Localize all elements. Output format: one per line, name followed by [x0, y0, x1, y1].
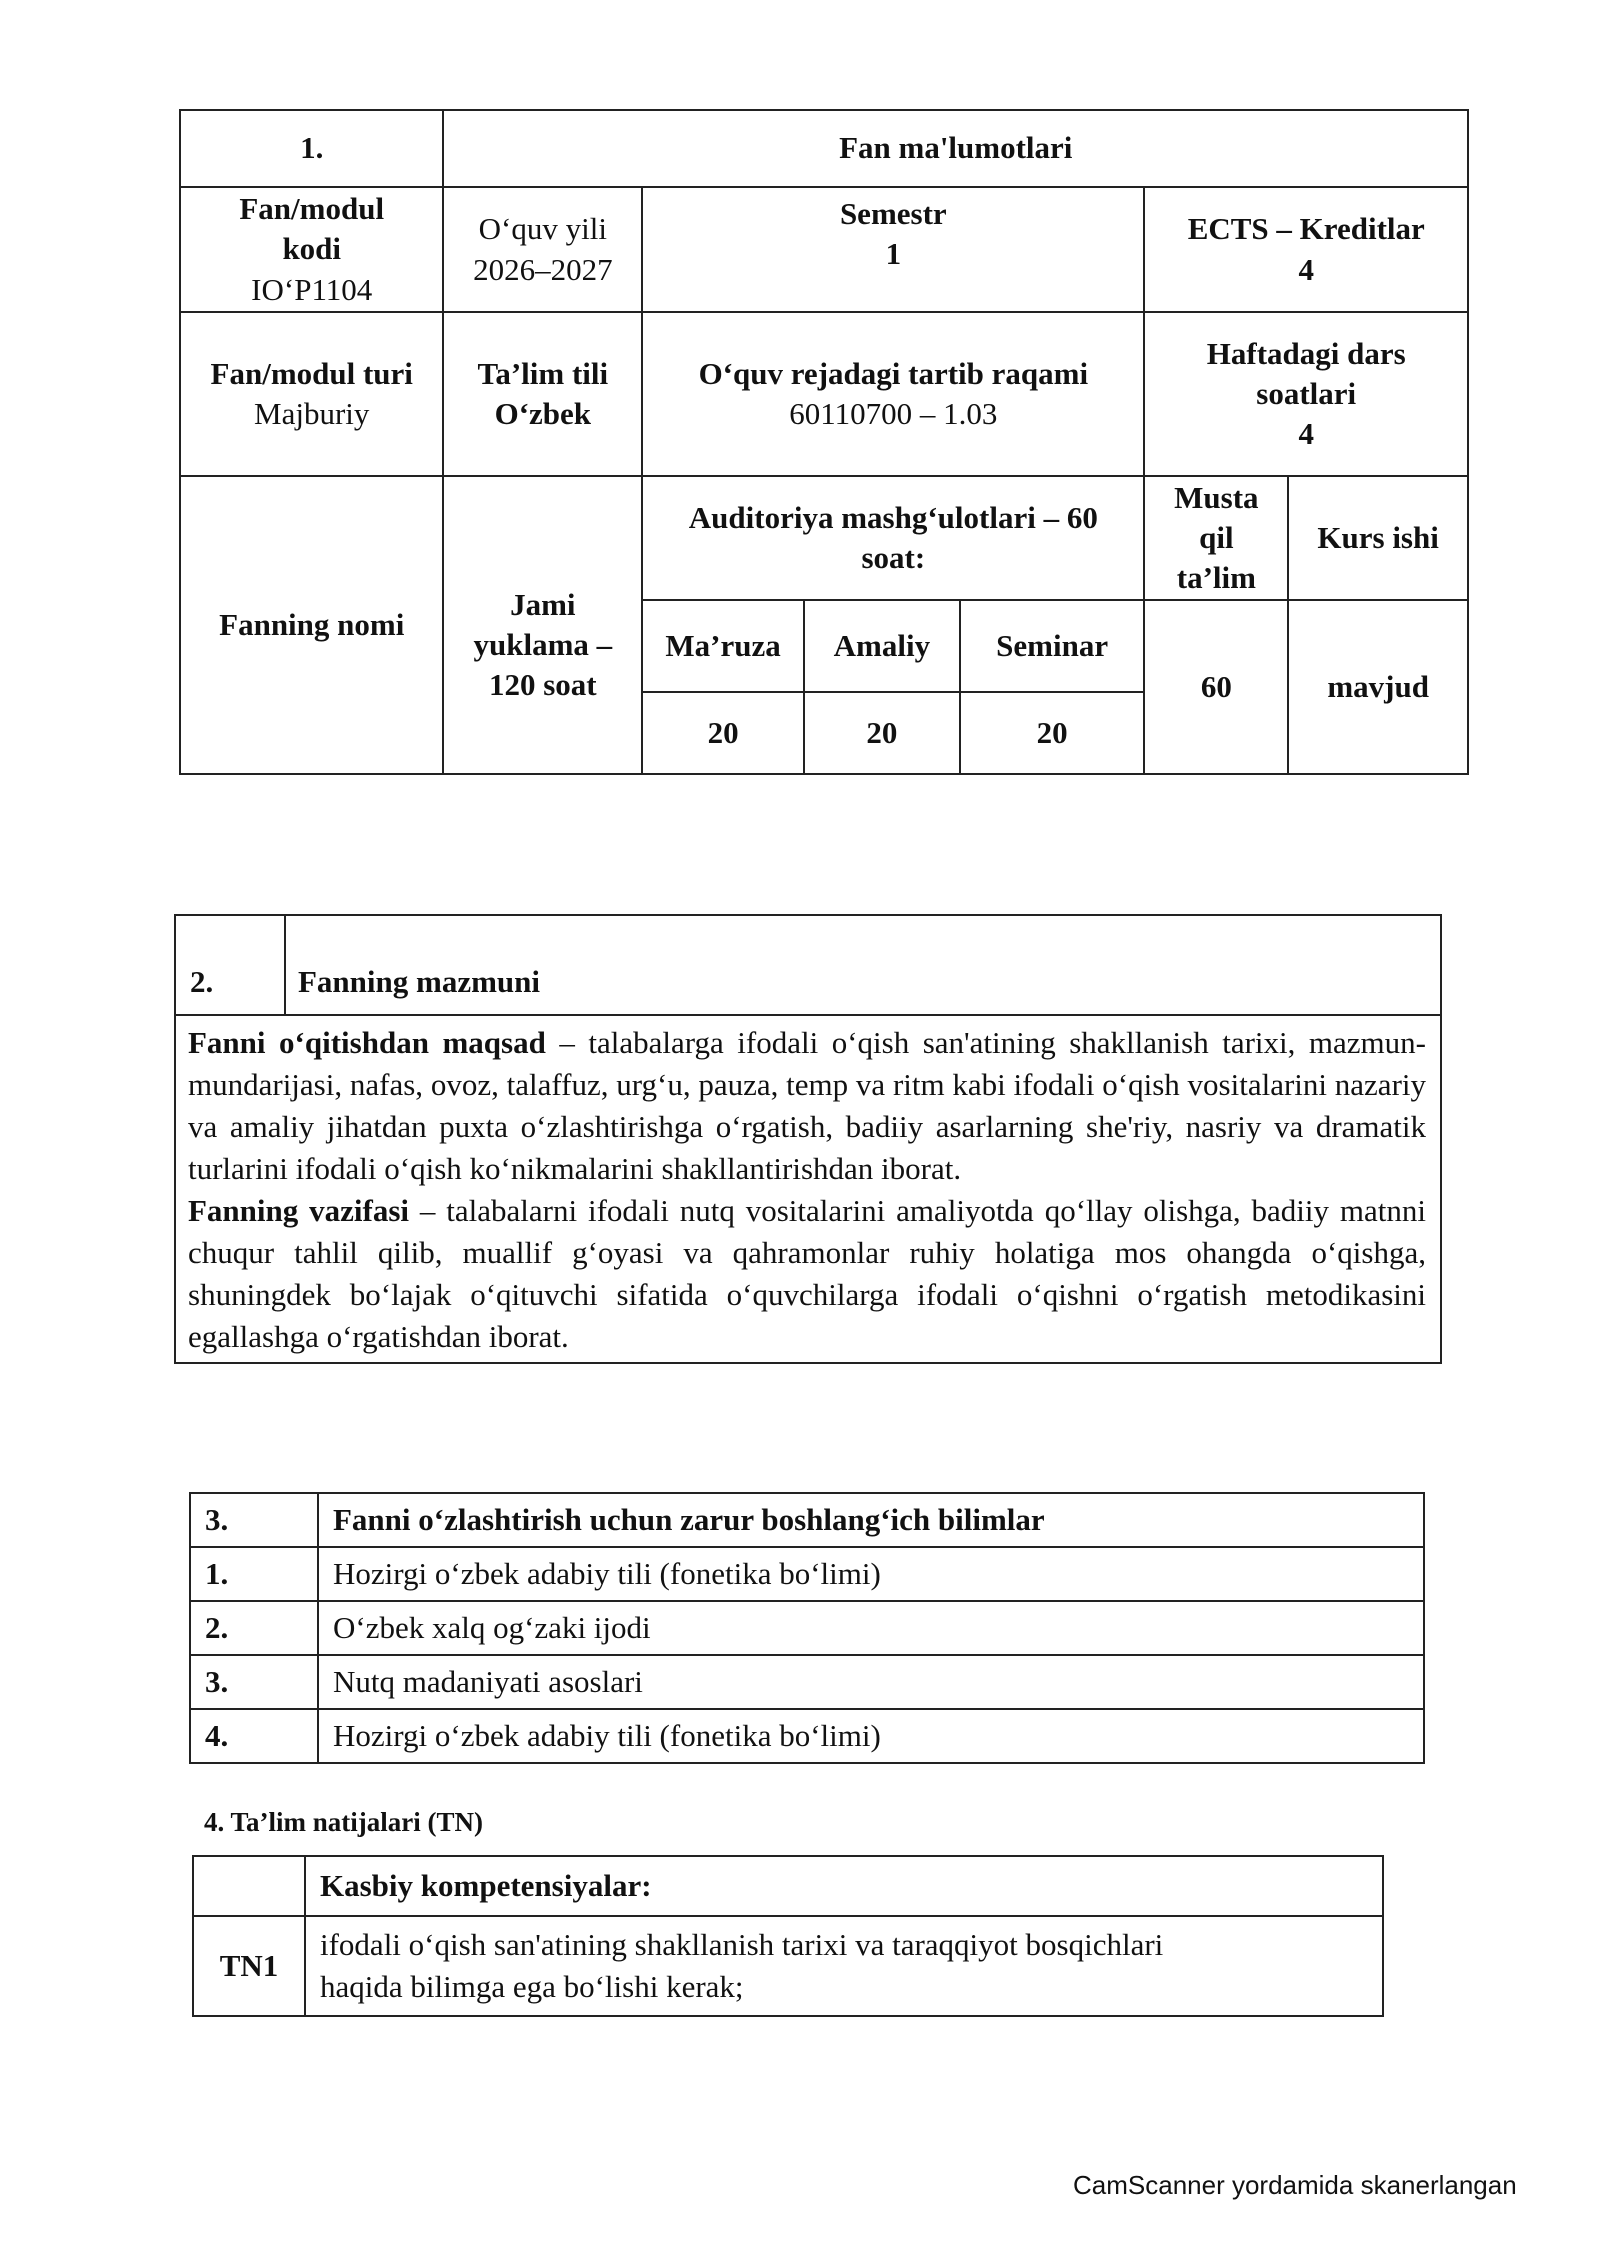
self-study-line-2: qil [1199, 519, 1234, 555]
task-text: – talabalarni ifodali nutq vositalarini amaliyotda qo‘llay olishga, badiiy matnni chuqur tahlil qilib, muallif g‘oyasi va qahramonlar ruhiy holatiga mos ohangda o‘qishga, shuningdek bo‘lajak o‘qituvchi sifatida o‘quvchilarga ifodali o‘qishni o‘rgatish metodikasini egallashga o‘rgatishdan iborat. [188, 1193, 1427, 1354]
academic-year-label: O‘quv yili [478, 211, 607, 247]
ects-value: 4 [1298, 251, 1314, 287]
subject-info-table [179, 109, 1469, 775]
auditorium-cell [642, 476, 1144, 600]
module-type-label: Fan/modul turi [210, 355, 413, 391]
language-label: Ta’lim tili [477, 355, 609, 391]
language-value: O‘zbek [494, 396, 592, 431]
prerequisites-table [189, 1492, 1425, 1764]
subject-name-label: Fanning nomi [180, 476, 443, 774]
task-label: Fanning vazifasi [188, 1193, 410, 1228]
list-item [190, 1655, 1424, 1709]
practical-hours: 20 [804, 692, 960, 774]
list-item [190, 1709, 1424, 1763]
seminar-label: Seminar [960, 600, 1145, 692]
table-row [193, 1916, 1383, 2016]
section2-title: Fanning mazmuni [285, 915, 1441, 1015]
module-type-cell [180, 312, 443, 476]
list-item [190, 1547, 1424, 1601]
lecture-hours: 20 [642, 692, 804, 774]
outcome-header-blank [193, 1856, 305, 1916]
goal-paragraph [188, 1022, 1426, 1190]
goal-label: Fanni o‘qitishdan maqsad [188, 1025, 546, 1060]
scanner-footer: CamScanner yordamida skanerlangan [1073, 2170, 1517, 2200]
course-work-label: Kurs ishi [1288, 476, 1468, 600]
prerequisite-text: O‘zbek xalq og‘zaki ijodi [318, 1601, 1424, 1655]
self-study-cell [1144, 476, 1288, 600]
module-code-value: IO‘P1104 [251, 271, 373, 307]
module-code-label-1: Fan/modul [239, 191, 385, 227]
list-item [190, 1601, 1424, 1655]
order-number-label: O‘quv rejadagi tartib raqami [698, 355, 1089, 391]
order-number-value: 60110700 – 1.03 [789, 396, 998, 431]
prerequisite-number: 1. [190, 1547, 318, 1601]
total-load-cell [443, 476, 642, 774]
module-code-label-2: kodi [282, 231, 342, 267]
ects-cell [1144, 187, 1468, 312]
language-cell [443, 312, 642, 476]
academic-year-value: 2026–2027 [473, 251, 613, 287]
goal-text: – talabalarga ifodali o‘qish san'atining shakllanish tarixi, mazmun-mundarijasi, nafas, ovoz, talaffuz, urg‘u, pauza, temp va ritm kabi ifodali o‘qish vositalarini nazariy va amaliy jihatdan puxta o‘zlashtirishga o‘rgatish, badiiy asarlarning she'riy, nasriy va dramatik turlarini ifodali o‘qish ko‘nikmalarini shakllantirishdan iborat. [188, 1025, 1426, 1186]
subject-content-table [174, 914, 1442, 1364]
total-load-line-1: Jami [510, 586, 576, 622]
auditorium-line-2: soat: [861, 540, 926, 575]
self-study-line-1: Musta [1174, 479, 1259, 515]
module-type-value: Majburiy [254, 396, 370, 431]
section1-number: 1. [180, 110, 443, 187]
ects-label: ECTS – Kreditlar [1187, 211, 1425, 247]
module-code-cell [180, 187, 443, 312]
prerequisite-number: 2. [190, 1601, 318, 1655]
section3-title: Fanni o‘zlashtirish uchun zarur boshlang‘ich bilimlar [318, 1493, 1424, 1547]
seminar-hours: 20 [960, 692, 1145, 774]
prerequisite-text: Nutq madaniyati asoslari [318, 1655, 1424, 1709]
prerequisite-text: Hozirgi o‘zbek adabiy tili (fonetika bo‘limi) [318, 1547, 1424, 1601]
section2-number: 2. [175, 915, 285, 1015]
competencies-header: Kasbiy kompetensiyalar: [305, 1856, 1383, 1916]
weekly-hours-value: 4 [1298, 416, 1314, 452]
outcome-line-1: ifodali o‘qish san'atining shakllanish tarixi va taraqqiyot bosqichlari [320, 1927, 1164, 1962]
prerequisite-number: 4. [190, 1709, 318, 1763]
order-number-cell [642, 312, 1144, 476]
total-load-line-2: yuklama – [473, 626, 613, 662]
course-work-value: mavjud [1288, 600, 1468, 774]
weekly-hours-cell [1144, 312, 1468, 476]
semester-label: Semestr [839, 196, 947, 231]
lecture-label: Ma’ruza [642, 600, 804, 692]
learning-outcomes-table [192, 1855, 1384, 2017]
section1-title: Fan ma'lumotlari [443, 110, 1468, 187]
prerequisite-number: 3. [190, 1655, 318, 1709]
self-study-hours: 60 [1144, 600, 1288, 774]
total-load-line-3: 120 soat [488, 667, 597, 703]
semester-value: 1 [885, 236, 902, 272]
semester-cell [642, 187, 1144, 312]
weekly-hours-label-1: Haftadagi dars [1206, 335, 1406, 371]
subject-content-text [175, 1015, 1441, 1363]
task-paragraph [188, 1190, 1426, 1358]
outcome-line-2: haqida bilimga ega bo‘lishi kerak; [320, 1969, 744, 2004]
weekly-hours-label-2: soatlari [1256, 375, 1357, 411]
section3-number: 3. [190, 1493, 318, 1547]
prerequisite-text: Hozirgi o‘zbek adabiy tili (fonetika bo‘limi) [318, 1709, 1424, 1763]
auditorium-line-1: Auditoriya mashg‘ulotlari – 60 [688, 499, 1098, 535]
section4-title: 4. Ta’lim natijalari (TN) [204, 1807, 484, 1837]
outcome-text [305, 1916, 1383, 2016]
outcome-code: TN1 [193, 1916, 305, 2016]
academic-year-cell [443, 187, 642, 312]
self-study-line-3: ta’lim [1176, 560, 1256, 596]
practical-label: Amaliy [804, 600, 960, 692]
